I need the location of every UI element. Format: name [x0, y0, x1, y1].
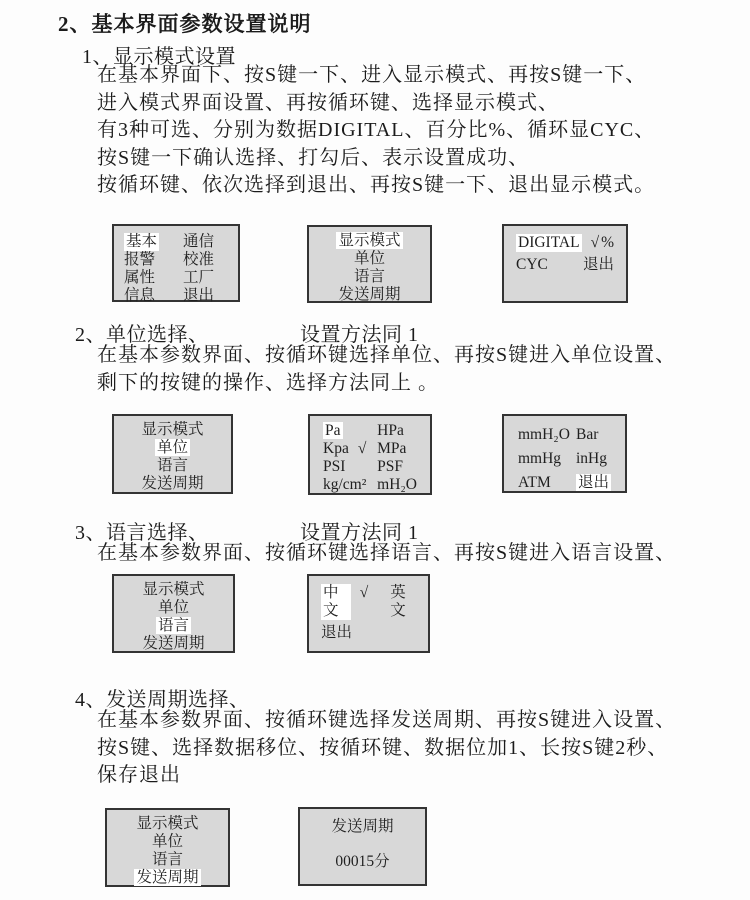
lcd-settings-menu-3 [112, 574, 235, 653]
section-3-heading: 3、语言选择、 [75, 522, 209, 544]
menu-item: 发送周期 [141, 475, 204, 492]
menu-item: 显示模式 [142, 581, 205, 598]
text-line: 按循环键、依次选择到退出、再按S键一下、退出显示模式。 [97, 174, 656, 197]
menu-item-selected: 语言 [157, 617, 189, 634]
check-icon: √ [590, 234, 600, 251]
check-icon: √ [359, 584, 369, 601]
menu-item: 语言 [156, 457, 188, 474]
menu-item: mmH₂O [518, 426, 570, 443]
menu-item: 语言 [353, 268, 385, 285]
menu-item: 显示模式 [141, 421, 204, 438]
section-2-paragraph [97, 342, 676, 397]
text-line: 保存退出 [97, 764, 181, 787]
text-line: 在基本参数界面、按循环键选择发送周期、再按S键进入设置、 [97, 709, 677, 731]
section-3-note: 设置方法同 1 [300, 522, 419, 544]
menu-item-selected: Pa [325, 422, 341, 439]
text-line: 按S键、选择数据移位、按循环键、数据位加1、长按S键2秒、 [97, 736, 669, 759]
section-4-heading: 4、发送周期选择、 [75, 689, 250, 711]
lcd-unit-options-2 [502, 414, 627, 493]
text-line: 在基本界面下、按S键一下、进入显示模式、再按S键一下、 [97, 64, 647, 86]
menu-item: CYC [516, 256, 548, 273]
menu-item-selected: 发送周期 [136, 869, 199, 886]
menu-item: HPa [377, 422, 404, 439]
menu-item: PSF [377, 458, 404, 475]
section-1-paragraph [97, 62, 655, 200]
lcd-unit-options-1 [308, 414, 432, 495]
menu-item: % [601, 234, 614, 251]
menu-item: 英文 [390, 584, 406, 619]
page-title: 2、基本界面参数设置说明 [58, 12, 312, 36]
menu-item: 显示模式 [136, 815, 199, 832]
menu-item: kg/cm² [323, 476, 367, 493]
check-icon: √ [357, 440, 367, 457]
lcd-language-options [307, 574, 430, 653]
menu-item: 退出 [321, 624, 353, 641]
menu-item: 单位 [157, 599, 189, 616]
text-line: 有3种可选、分别为数据DIGITAL、百分比%、循环显CYC、 [97, 119, 656, 142]
menu-item: MPa [377, 440, 407, 457]
menu-item-selected: 退出 [577, 474, 609, 491]
menu-item: inHg [575, 450, 607, 467]
section-1-heading: 1、显示模式设置 [82, 46, 236, 68]
section-2-note: 设置方法同 1 [300, 324, 419, 346]
menu-item: 单位 [151, 833, 183, 850]
menu-item: mmHg [518, 450, 562, 467]
menu-item: 信息 [124, 287, 156, 304]
menu-item: 工厂 [182, 269, 214, 286]
send-period-value: 00015分 [335, 853, 390, 870]
menu-item-selected: 基本 [126, 233, 158, 250]
text-line: 剩下的按键的操作、选择方法同上 。 [97, 371, 439, 394]
menu-item: PSI [323, 458, 346, 475]
lcd-send-period-display [298, 807, 427, 886]
text-line: 进入模式界面设置、再按循环键、选择显示模式、 [97, 91, 559, 114]
menu-item: 校准 [182, 251, 214, 268]
text-line: 在基本参数界面、按循环键选择单位、再按S键进入单位设置、 [97, 344, 677, 366]
text-line: 按S键一下确认选择、打勾后、表示设置成功、 [97, 146, 530, 169]
menu-item-selected: 中文 [321, 584, 351, 620]
menu-item: 属性 [124, 269, 156, 286]
menu-item-selected: DIGITAL [518, 234, 580, 251]
send-period-title: 发送周期 [331, 818, 394, 835]
lcd-settings-menu-4 [105, 808, 230, 887]
lcd-settings-menu-1 [307, 225, 432, 303]
menu-item: 语言 [151, 851, 183, 868]
lcd-settings-menu-2 [112, 414, 233, 494]
menu-item: 报警 [124, 251, 156, 268]
menu-item: 发送周期 [142, 635, 205, 652]
menu-item-selected: 显示模式 [338, 232, 401, 249]
menu-item: 发送周期 [338, 286, 401, 303]
menu-item: mH₂O [377, 476, 417, 493]
lcd-display-mode-options [502, 224, 628, 303]
menu-item-selected: 单位 [156, 439, 188, 456]
section-3-paragraph [97, 540, 676, 568]
menu-item: 退出 [182, 287, 214, 304]
menu-item: 通信 [182, 233, 214, 250]
menu-item: Kpa [323, 440, 349, 457]
lcd-main-menu [112, 224, 240, 302]
section-4-paragraph [97, 707, 676, 790]
text-line: 在基本参数界面、按循环键选择语言、再按S键进入语言设置、 [97, 542, 677, 564]
menu-item: 单位 [353, 250, 385, 267]
menu-item: 退出 [582, 256, 614, 273]
menu-item: Bar [575, 426, 599, 443]
section-2-heading: 2、单位选择、 [75, 324, 209, 346]
menu-item: ATM [518, 474, 551, 491]
